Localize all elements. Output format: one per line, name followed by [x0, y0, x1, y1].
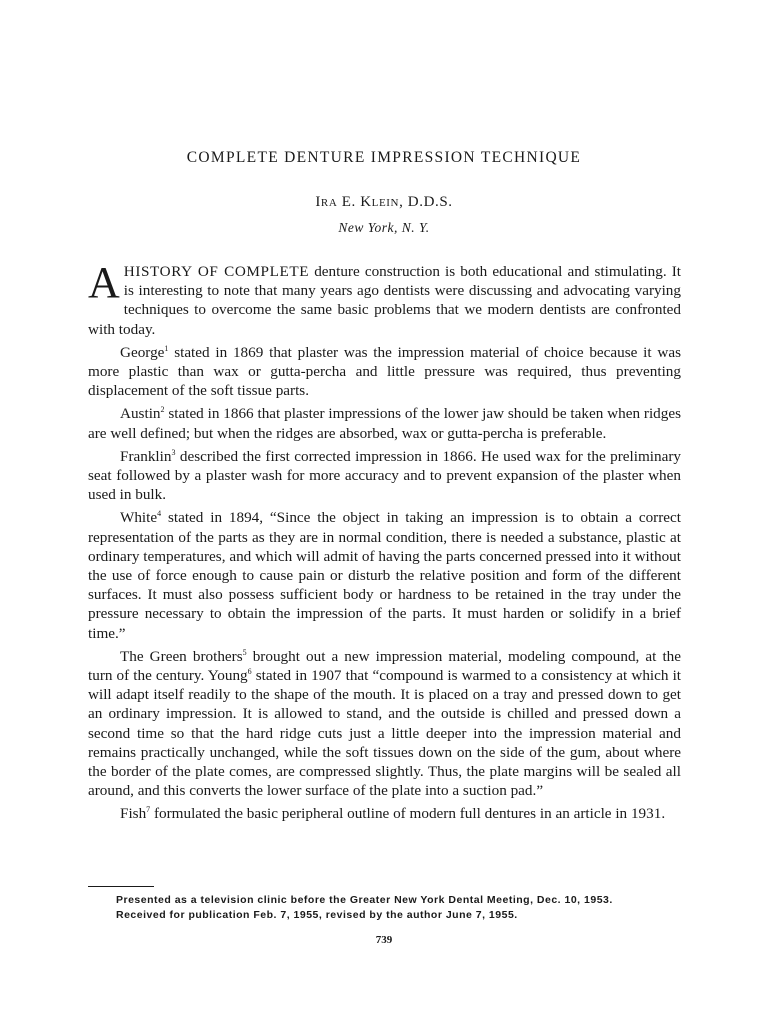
cited-name: George — [120, 343, 165, 361]
paragraph-text: described the first corrected impression in 1866. He used wax for the preliminary seat followed by a plaster wash for more accuracy and to prevent expansion of the plaster when used in bulk. — [88, 447, 681, 504]
author-location: New York, N. Y. — [338, 220, 430, 235]
paragraph-3 — [88, 404, 681, 442]
paragraph-text: stated in 1907 that “compound is warmed to a consistency at which it will adapt itself readily to the shape of the mouth. It is placed on a tray and pressed down to get an ordinary impression. It is allowed to stand, and the outside is chilled and pressed down a second time so that the hard ridge cuts just a little deeper into the impression material and remains practically unchanged, while the soft tissues down on the side of the gum, about where the border of the plate comes, are compressed slightly. Thus, the plate margins will be sealed all around, and this converts the lower surface of the plate into a suction pad.” — [88, 667, 682, 800]
cited-name: White — [120, 509, 158, 527]
reference-marker: 6 — [247, 667, 252, 677]
article-title: COMPLETE DENTURE IMPRESSION TECHNIQUE — [186, 149, 582, 166]
cited-name: The Green brothers — [120, 647, 243, 665]
cited-name: Austin — [120, 405, 161, 423]
paragraph-1 — [88, 258, 681, 339]
paragraph-text: formulated the basic peripheral outline of modern full dentures in an article in 1931. — [150, 805, 666, 823]
paragraph-text: brought out a new impression material, modeling compound, at the turn of the century. Young — [88, 647, 681, 685]
footnotes — [116, 893, 691, 923]
reference-marker: 4 — [157, 509, 162, 519]
paragraph-text: stated in 1869 that plaster was the impression material of choice because it was more plastic than wax or gutta-percha and little pressure was required, thus preventing displacement of the soft tissue parts. — [88, 343, 681, 400]
footnote-presented: Presented as a television clinic before the Greater New York Dental Meeting, Dec. 10, 1953. — [116, 894, 613, 906]
article-author: Ira E. Klein, D.D.S. — [315, 194, 453, 210]
paragraph-2 — [88, 343, 681, 401]
page-number: 739 — [375, 934, 393, 946]
reference-marker: 7 — [146, 805, 151, 815]
paragraph-text: stated in 1866 that plaster impressions of the lower jaw should be taken when ridges are well defined; but when the ridges are absorbed, wax or gutta-percha is preferable. — [88, 405, 681, 442]
paragraph-5 — [88, 508, 681, 642]
reference-marker: 3 — [171, 447, 176, 457]
paragraph-6 — [88, 647, 681, 801]
lead-in: HISTORY OF COMPLETE — [123, 263, 310, 280]
cited-name: Franklin — [120, 447, 172, 465]
footnote-received: Received for publication Feb. 7, 1955, revised by the author June 7, 1955. — [116, 909, 518, 921]
cited-name: Fish — [120, 805, 147, 823]
reference-marker: 2 — [160, 405, 165, 415]
article-body — [88, 258, 682, 828]
reference-marker: 1 — [164, 343, 169, 353]
paragraph-text: denture construction is both educational and stimulating. It is interesting to note that many years ago dentists were discussing and advocating varying techniques to overcome the same basic problems that we modern dentists are confronted with today. — [88, 263, 681, 338]
drop-cap: A — [88, 258, 120, 307]
footnote-divider — [88, 886, 154, 887]
paragraph-text: stated in 1894, “Since the object in taking an impression is to obtain a correct representation of the parts as they are in normal condition, there is needed a substance, plastic at ordinary temperatures, and which will admit of having the parts concerned pressed into it without the use of force enough to cause pain or disturb the relative position and form of the different surfaces. It must also possess sufficient body or hardness to be retained in the tray under the pressure necessary to obtain the impression of the parts. It must harden or solidify in a brief time.” — [88, 509, 681, 642]
paragraph-4 — [88, 447, 681, 505]
reference-marker: 5 — [242, 647, 247, 657]
paragraph-7 — [88, 804, 681, 823]
